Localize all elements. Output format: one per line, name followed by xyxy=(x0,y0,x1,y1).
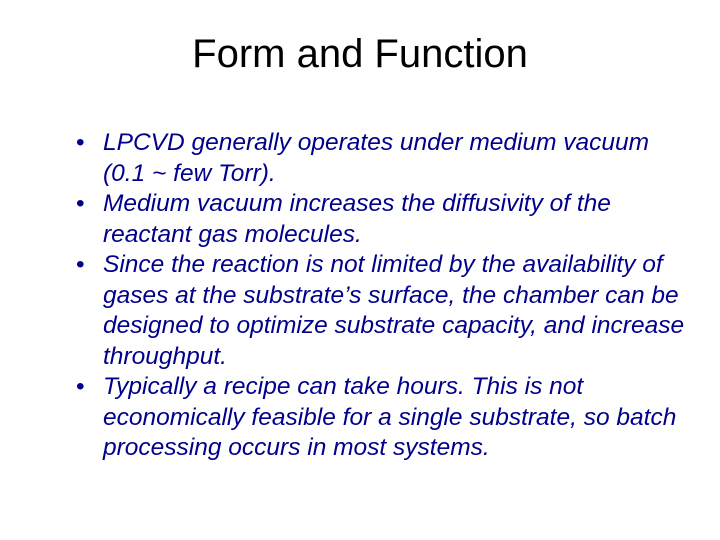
bullet-icon: • xyxy=(76,129,85,156)
bullet-item xyxy=(76,128,696,189)
bullet-list xyxy=(76,128,696,464)
bullet-text: Typically a recipe can take hours. This is not economically feasible for a single substrate, so batch processing occurs in most systems. xyxy=(103,373,677,461)
bullet-text: Since the reaction is not limited by the availability of gases at the substrate’s surface, the chamber can be designed to optimize substrate capacity, and increase throughput. xyxy=(103,251,685,370)
bullet-icon: • xyxy=(76,251,85,278)
bullet-text: Medium vacuum increases the diffusivity of the reactant gas molecules. xyxy=(103,190,611,248)
bullet-item xyxy=(76,250,696,372)
bullet-item xyxy=(76,189,696,250)
slide-title: Form and Function xyxy=(192,32,528,76)
bullet-icon: • xyxy=(76,190,85,217)
bullet-icon: • xyxy=(76,373,85,400)
bullet-text: LPCVD generally operates under medium vacuum (0.1 ~ few Torr). xyxy=(103,129,650,187)
bullet-item xyxy=(76,372,696,464)
